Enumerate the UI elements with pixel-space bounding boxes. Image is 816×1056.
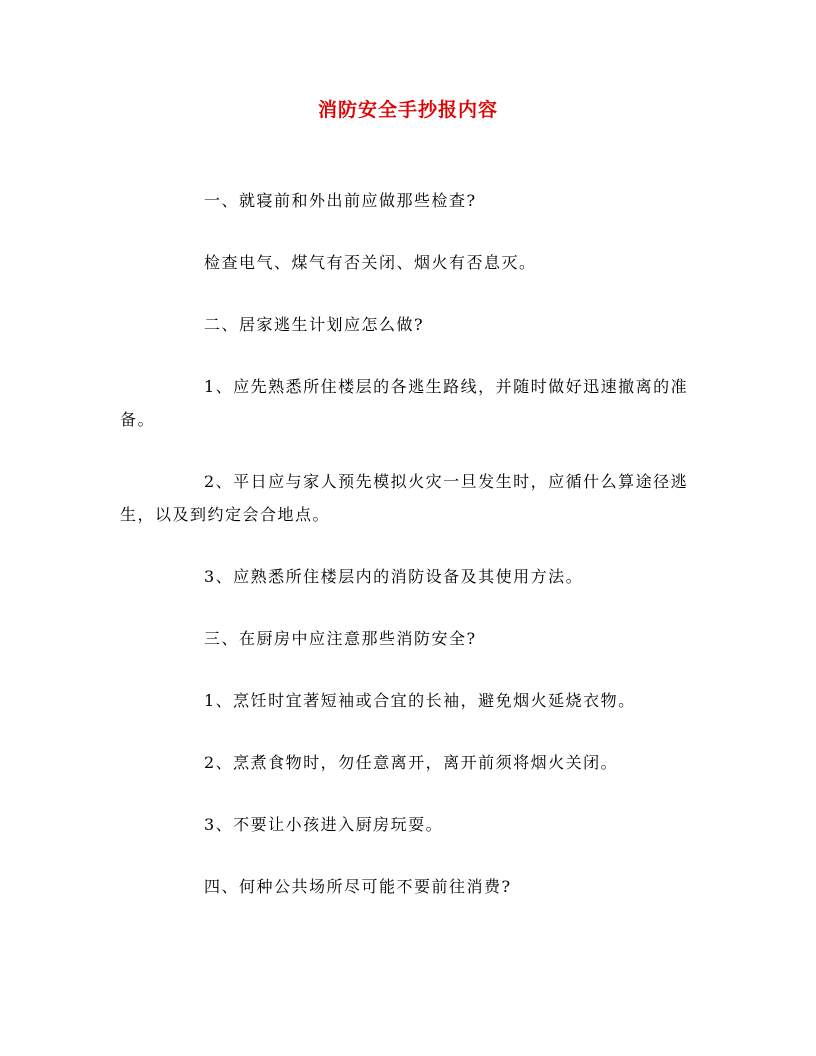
section-heading-4: 四、何种公共场所尽可能不要前往消费? — [204, 877, 512, 896]
paragraph-item-2-3: 3、应熟悉所住楼层内的消防设备及其使用方法。 — [204, 567, 584, 586]
paragraph-answer-1: 检查电气、煤气有否关闭、烟火有否息灭。 — [204, 253, 537, 272]
paragraph-item-2-2: 2、平日应与家人预先模拟火灾一旦发生时，应循什么算途径逃生，以及到约定会合地点。 — [120, 472, 689, 524]
paragraph-item-3-3: 3、不要让小孩进入厨房玩耍。 — [204, 815, 444, 834]
section-heading-2: 二、居家逃生计划应怎么做? — [204, 315, 425, 334]
document-title: 消防安全手抄报内容 — [317, 99, 498, 121]
paragraph-item-3-2: 2、烹煮食物时，勿任意离开，离开前须将烟火关闭。 — [204, 753, 619, 772]
document-body — [120, 184, 696, 932]
paragraph-item-2-1: 1、应先熟悉所住楼层的各逃生路线，并随时做好迅速撤离的准备。 — [120, 377, 689, 429]
paragraph-item-3-1: 1、烹饪时宜著短袖或合宜的长袖，避免烟火延烧衣物。 — [204, 691, 636, 710]
section-heading-3: 三、在厨房中应注意那些消防安全? — [204, 629, 477, 648]
section-heading-1: 一、就寝前和外出前应做那些检查? — [204, 191, 477, 210]
